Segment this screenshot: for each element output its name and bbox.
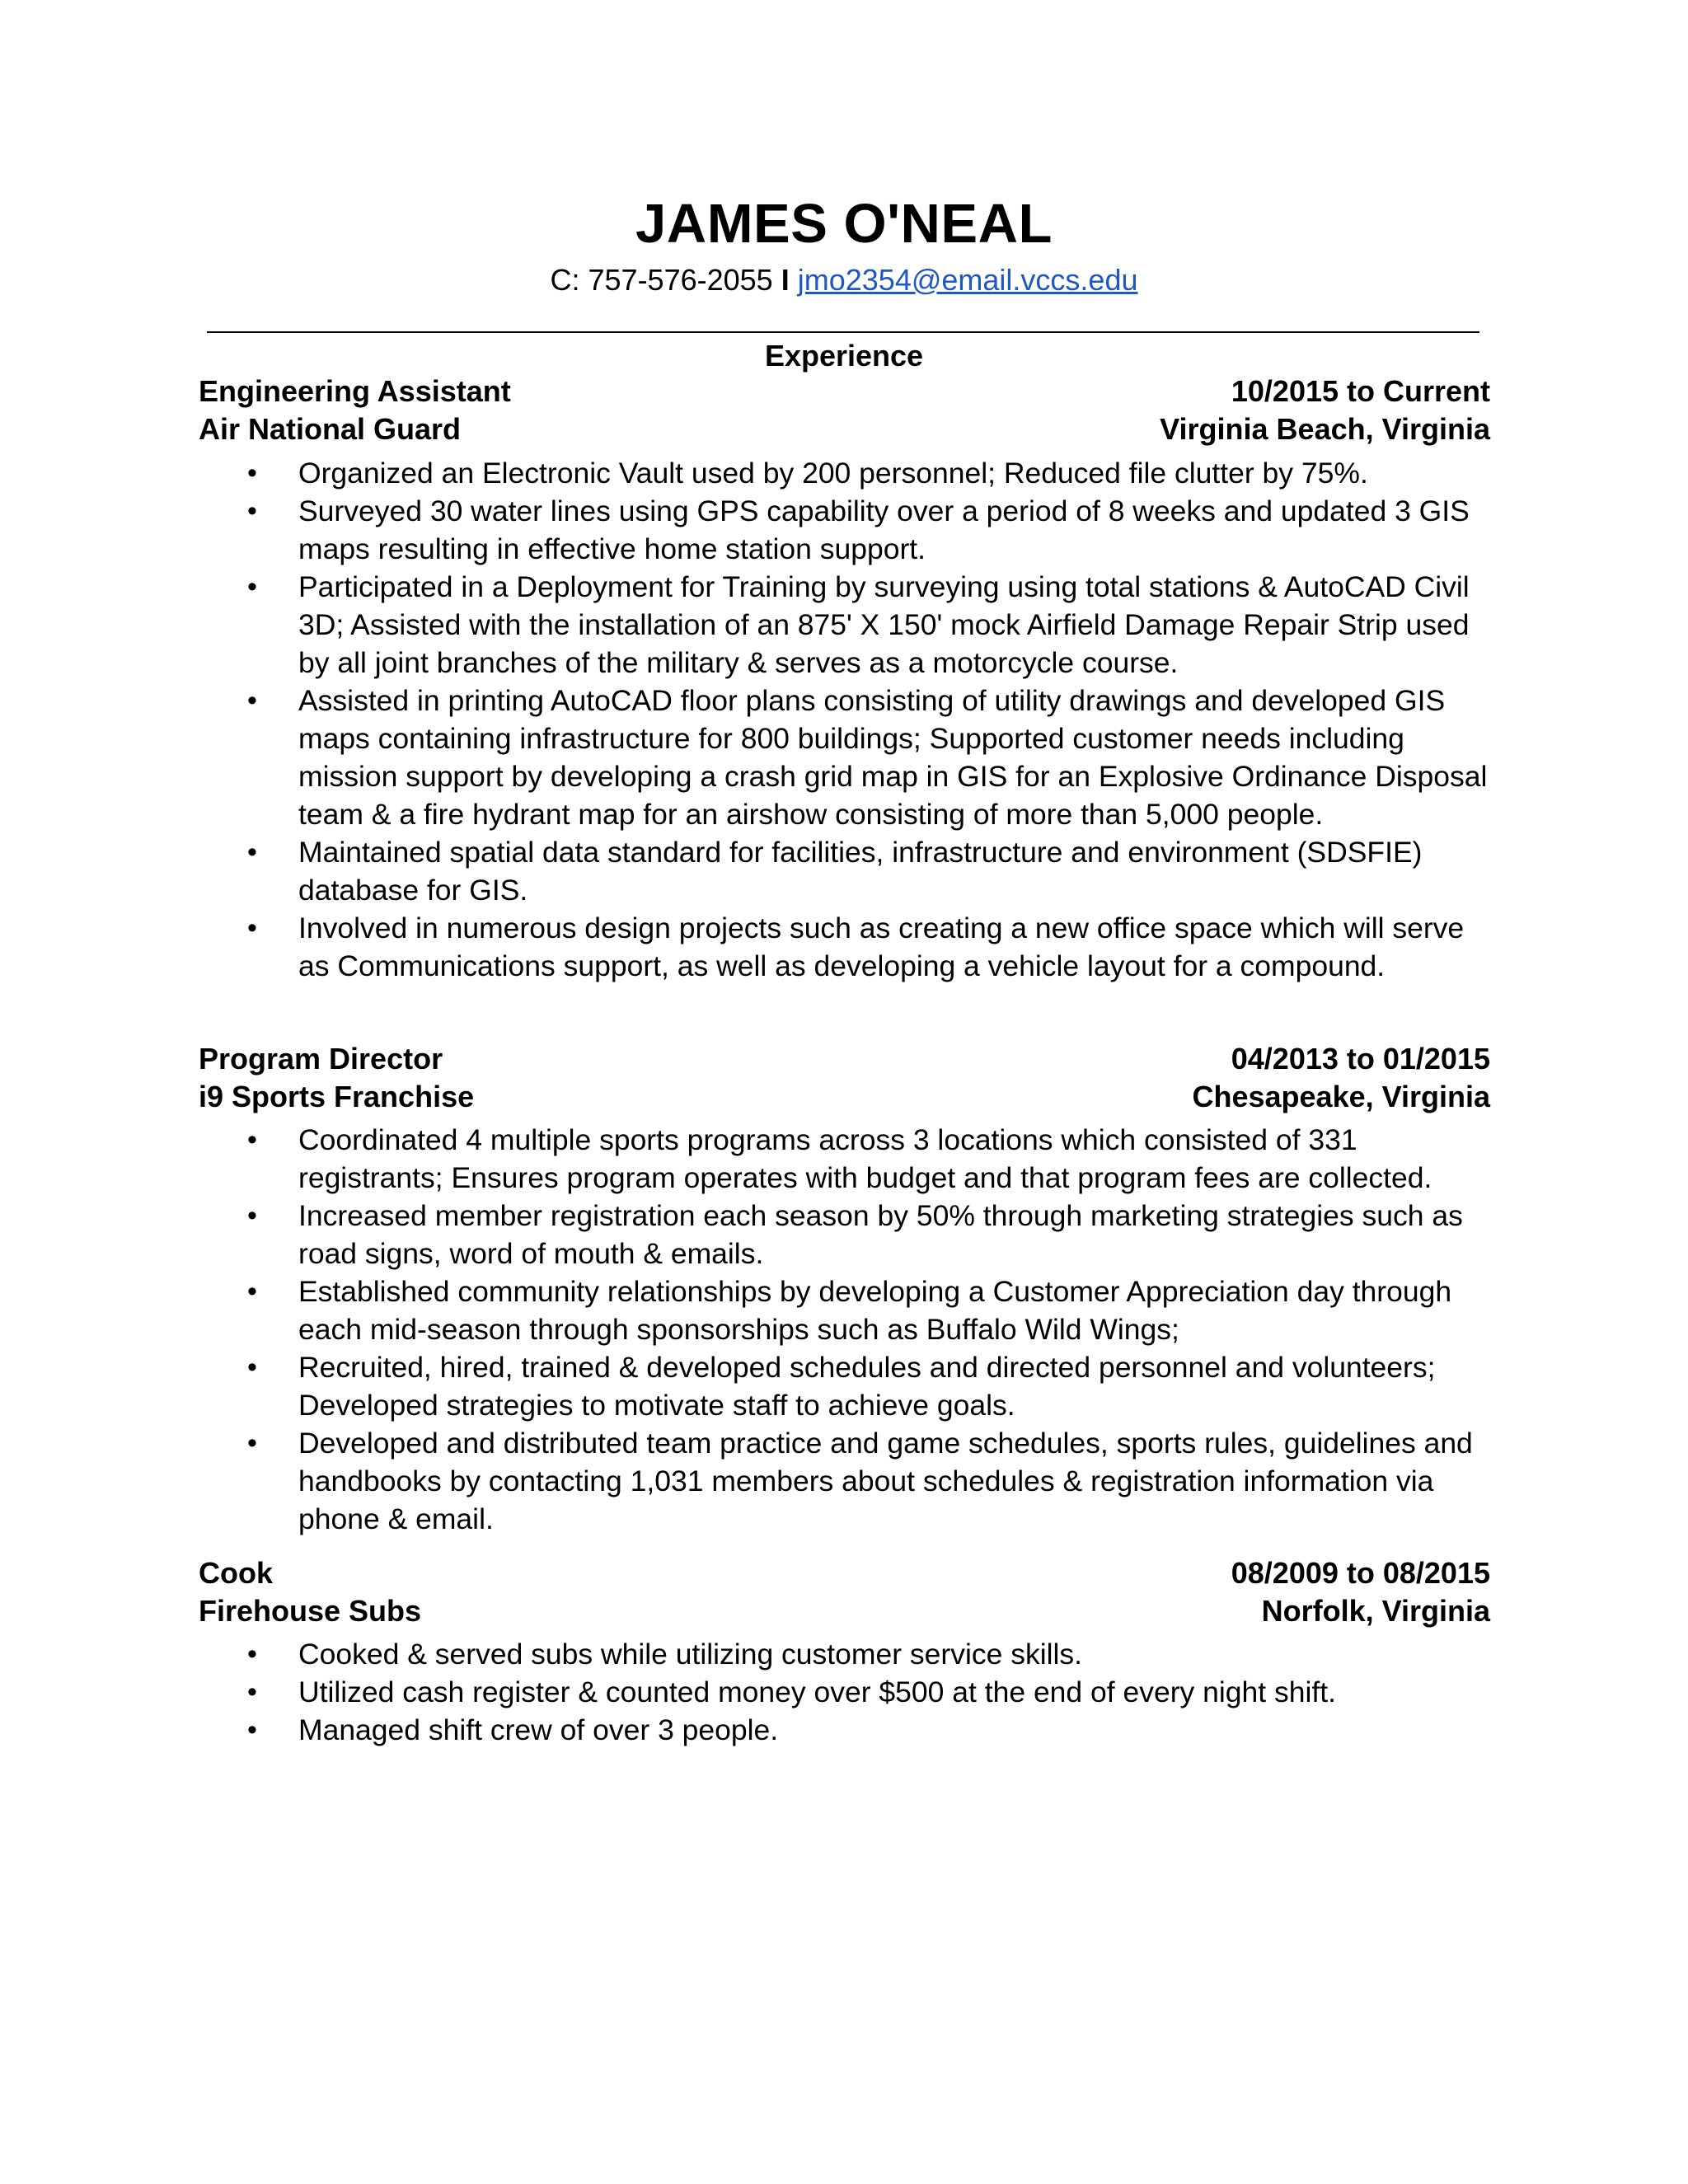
bullet-item: • Maintained spatial data standard for facilities, infrastructure and environment (SDSFIE) database for GIS.: [247, 833, 1492, 909]
job-dates: 04/2013 to 01/2015: [1231, 1042, 1490, 1076]
job-location: Chesapeake, Virginia: [1192, 1080, 1490, 1113]
bullet-item: • Assisted in printing AutoCAD floor plans consisting of utility drawings and developed GIS maps containing infrastructure for 800 buildings; Supported customer needs including mission support by developing a crash grid map in GIS for an Explosive Ordinance Disposal team & a fire hydrant map for an airshow consisting of more than 5,000 people.: [247, 682, 1492, 833]
bullet-item: • Participated in a Deployment for Training by surveying using total stations & AutoCAD Civil 3D; Assisted with the installation of an 875' X 150' mock Airfield Damage Repair Strip used by all joint branches of the military & serves as a motorcycle course.: [247, 568, 1492, 682]
job-bullets-3: [247, 1635, 1492, 1749]
header-divider: [207, 331, 1479, 333]
candidate-name: JAMES O'NEAL: [635, 193, 1053, 255]
job-bullets-1: [247, 454, 1492, 985]
phone-number: C: 757-576-2055: [550, 263, 773, 297]
bullet-item: • Managed shift crew of over 3 people.: [247, 1711, 1492, 1749]
job-header-3: [199, 1554, 1490, 1630]
bullet-item: • Coordinated 4 multiple sports programs across 3 locations which consisted of 331 registrants; Ensures program operates with budget and that program fees are collected.: [247, 1121, 1492, 1197]
contact-line: [0, 262, 1688, 298]
job-employer: Air National Guard: [199, 412, 462, 446]
bullet-item: • Recruited, hired, trained & developed schedules and directed personnel and volunteers; Developed strategies to motivate staff to achieve goals.: [247, 1348, 1492, 1424]
bullet-item: • Organized an Electronic Vault used by 200 personnel; Reduced file clutter by 75%.: [247, 454, 1492, 492]
bullet-item: • Cooked & served subs while utilizing customer service skills.: [247, 1635, 1492, 1673]
job-location: Virginia Beach, Virginia: [1160, 412, 1490, 446]
contact-separator: I: [781, 263, 790, 297]
job-header-1: [199, 373, 1490, 448]
bullet-item: • Involved in numerous design projects such as creating a new office space which will serve as Communications support, as well as developing a vehicle layout for a compound.: [247, 909, 1492, 985]
job-header-2: [199, 1040, 1490, 1116]
email-link[interactable]: jmo2354@email.vccs.edu: [797, 263, 1138, 297]
bullet-item: • Surveyed 30 water lines using GPS capability over a period of 8 weeks and updated 3 GIS maps resulting in effective home station support.: [247, 492, 1492, 568]
job-title: Program Director: [199, 1042, 443, 1076]
job-location: Norfolk, Virginia: [1261, 1594, 1490, 1628]
job-employer: Firehouse Subs: [199, 1594, 422, 1628]
job-employer: i9 Sports Franchise: [199, 1080, 475, 1113]
bullet-item: • Increased member registration each season by 50% through marketing strategies such as road signs, word of mouth & emails.: [247, 1197, 1492, 1272]
bullet-item: • Developed and distributed team practice and game schedules, sports rules, guidelines and handbooks by contacting 1,031 members about schedules & registration information via phone & email.: [247, 1424, 1492, 1538]
job-bullets-2: [247, 1121, 1492, 1538]
job-dates: 10/2015 to Current: [1231, 374, 1490, 408]
bullet-item: • Established community relationships by developing a Customer Appreciation day through each mid-season through sponsorships such as Buffalo Wild Wings;: [247, 1272, 1492, 1348]
job-title: Cook: [199, 1556, 273, 1590]
section-title-experience: Experience: [764, 339, 924, 373]
bullet-item: • Utilized cash register & counted money over $500 at the end of every night shift.: [247, 1673, 1492, 1711]
job-title: Engineering Assistant: [199, 374, 511, 408]
job-dates: 08/2009 to 08/2015: [1231, 1556, 1490, 1590]
